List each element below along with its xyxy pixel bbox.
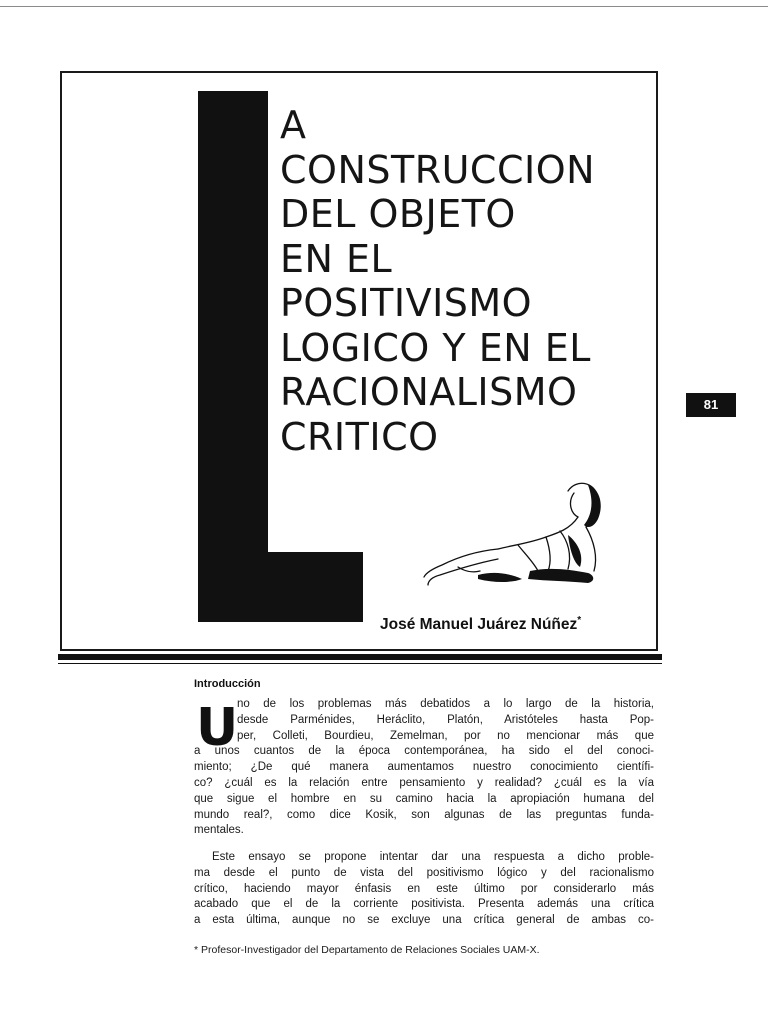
- title-line: LOGICO Y EN EL: [280, 325, 591, 370]
- author-footnote-mark: *: [577, 615, 582, 626]
- paragraph-2: [194, 850, 654, 929]
- text-line: ma desde el punto de vista del positivismo lógico y del racionalismo: [194, 866, 654, 879]
- text-line: a esta última, aunque no se excluye una crítica general de ambas co-: [194, 914, 654, 927]
- section-rule-thick: [58, 654, 662, 660]
- text-line: per, Colleti, Bourdieu, Zemelman, por no mencionar más que: [237, 729, 654, 742]
- title-line: CONSTRUCCION: [280, 147, 596, 192]
- reclining-figure-illustration: [418, 471, 604, 593]
- drop-cap: U: [196, 698, 239, 758]
- text-line: mundo real?, como dice Kosik, son algunas de las preguntas funda-: [194, 808, 654, 821]
- text-line: a unos cuantos de la época contemporánea, ha sido el del conoci-: [194, 745, 654, 758]
- big-initial-l: [198, 91, 268, 622]
- section-rule-thin: [58, 663, 662, 664]
- author-name-text: José Manuel Juárez Núñez: [380, 616, 578, 634]
- paragraph-1: [194, 697, 654, 839]
- title-line: CRITICO: [280, 414, 439, 459]
- article-title: [280, 103, 595, 459]
- section-heading: Introducción: [194, 678, 261, 690]
- text-line: miento; ¿De qué manera aumentamos nuestro conocimiento científi-: [194, 761, 654, 774]
- text-line: que sigue el hombre en su camino hacia la apropiación humana del: [194, 792, 654, 805]
- page-number-badge: 81: [686, 393, 736, 417]
- text-line: co? ¿cuál es la relación entre pensamiento y realidad? ¿cuál es la vía: [194, 776, 654, 789]
- title-line: POSITIVISMO: [280, 281, 533, 325]
- text-line: acabado que el de la corriente positivista. Presenta además una crítica: [194, 898, 654, 911]
- title-line: A: [280, 103, 307, 147]
- title-box: [60, 71, 658, 651]
- text-line: Este ensayo se propone intentar dar una respuesta a dicho proble-: [212, 851, 654, 863]
- text-line: desde Parménides, Heráclito, Platón, Aristóteles hasta Pop-: [237, 713, 654, 726]
- footnote: * Profesor-Investigador del Departamento de Relaciones Sociales UAM-X.: [194, 944, 540, 956]
- author-name: [380, 615, 581, 634]
- title-line: EN EL: [280, 236, 393, 281]
- top-rule: [0, 6, 768, 7]
- title-line: DEL OBJETO: [280, 192, 516, 236]
- text-line: crítico, haciendo mayor énfasis en este último por considerarlo más: [194, 882, 654, 895]
- text-line: no de los problemas más debatidos a lo largo de la historia,: [237, 698, 654, 710]
- title-line: RACIONALISMO: [280, 370, 578, 414]
- text-line: mentales.: [194, 824, 244, 837]
- big-initial-l-foot: [198, 552, 363, 622]
